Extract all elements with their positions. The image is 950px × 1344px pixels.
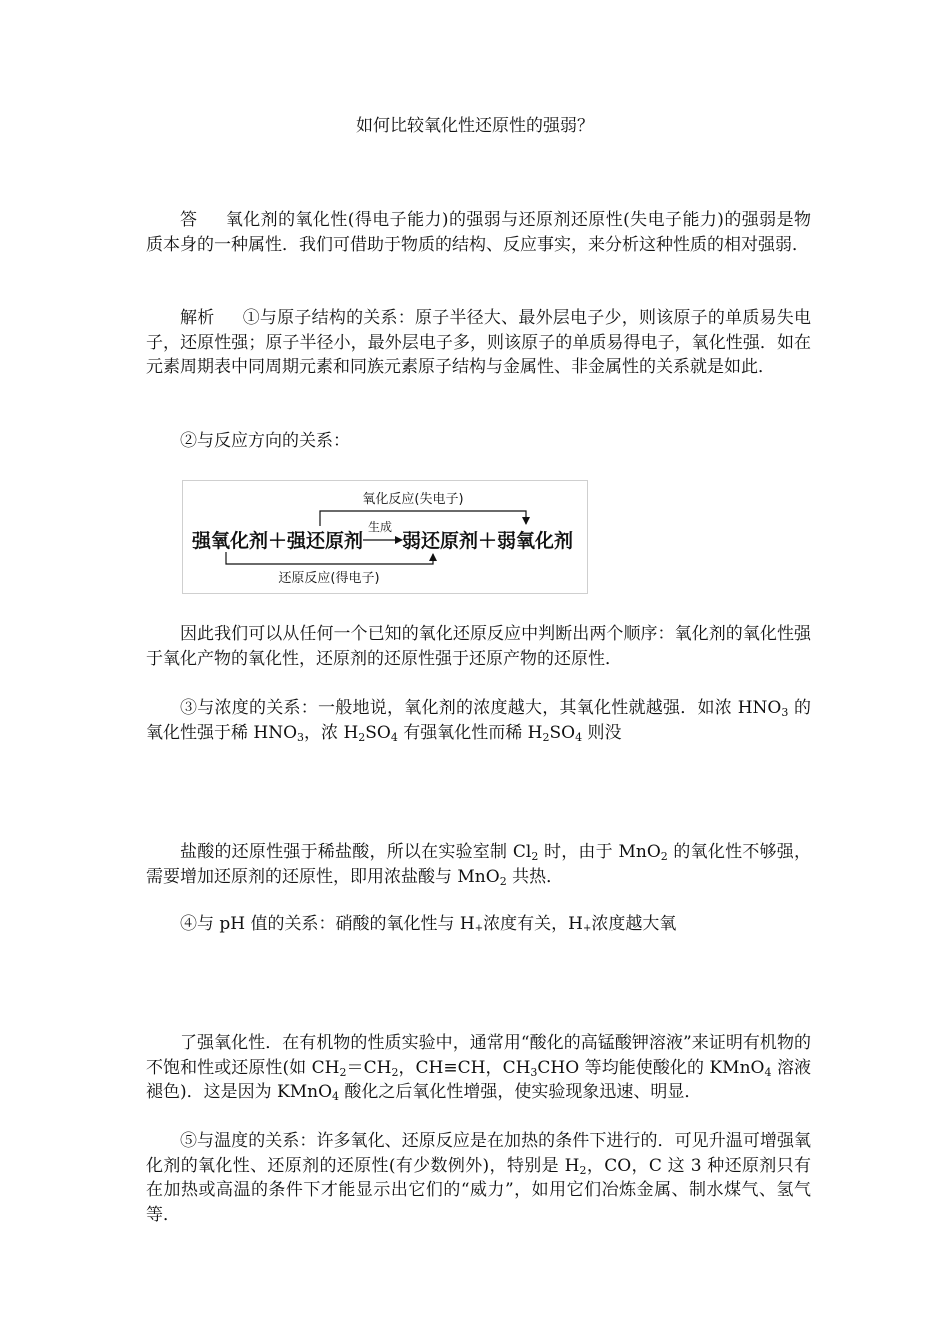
page-title: 如何比较氧化性还原性的强弱？ xyxy=(356,116,594,136)
analysis-label: 解析 xyxy=(180,308,215,328)
answer-label: 答 xyxy=(180,210,198,230)
conclusion-paragraph: 因此我们可以从任何一个已知的氧化还原反应中判断出两个顺序：氧化剂的氧化性强于氧化产物的氧化性，还原剂的还原性强于还原产物的还原性． xyxy=(146,624,811,669)
reactants-text: 强氧化剂＋强还原剂 xyxy=(192,530,364,552)
redox-diagram xyxy=(182,480,588,594)
point2-paragraph: ②与反应方向的关系： xyxy=(180,431,350,451)
reduction-arrow xyxy=(226,552,433,564)
point4-paragraph: ④与 pH 值的关系：硝酸的氧化性与 $H_+$浓度有关，$H_+$浓度越大氧 xyxy=(180,914,677,934)
point4-continued-paragraph: 了强氧化性．在有机物的性质实验中，通常用“酸化的高锰酸钾溶液”来证明有机物的不饱和性或还原性(如 $CH_2=CH_2$，CH≡CH，$CH_3CHO$ 等均能使酸化的 KMnO$_4$ 溶液褪色)．这是因为 KMnO$_4$ 酸化之后氧化性增强，使实验现象迅速、明显． xyxy=(146,1033,811,1104)
point3-paragraph: ③与浓度的关系：一般地说，氧化剂的浓度越大，其氧化性就越强．如浓 $HNO_3$ 的氧化性强于稀 $HNO_3$，浓 $H_2SO_4$ 有强氧化性而稀 $H_2SO_4$ 则没 xyxy=(146,698,811,744)
point5-paragraph: ⑤与温度的关系：许多氧化、还原反应是在加热的条件下进行的．可见升温可增强氧化剂的氧化性、还原剂的还原性(有少数例外)，特别是 $H_2$，CO，C 这 3 种还原剂只有在加热或高温的条件下才能显示出它们的“威力”，如用它们冶炼金属、制水煤气、氢气等． xyxy=(146,1131,811,1225)
answer-paragraph xyxy=(146,208,811,257)
oxidation-arrow xyxy=(320,511,526,526)
analysis-text: ①与原子结构的关系：原子半径大、最外层电子少，则该原子的单质易失电子，还原性强；原子半径小，最外层电子多，则该原子的单质易得电子，氧化性强．如在元素周期表中同周期元素和同族元素原子结构与金属性、非金属性的关系就是如此． xyxy=(146,308,812,378)
products-text: 弱还原剂＋弱氧化剂 xyxy=(402,530,574,552)
reduction-label: 还原反应(得电子) xyxy=(278,571,380,586)
analysis-paragraph xyxy=(146,306,811,380)
arrow-label: 生成 xyxy=(367,520,393,534)
oxidation-label: 氧化反应(失电子) xyxy=(362,492,464,507)
answer-text: 氧化剂的氧化性(得电子能力)的强弱与还原剂还原性(失电子能力)的强弱是物质本身的一种属性．我们可借助于物质的结构、反应事实，来分析这种性质的相对强弱． xyxy=(146,210,812,255)
point3-continued-paragraph: 盐酸的还原性强于稀盐酸，所以在实验室制 $Cl_2$ 时，由于 MnO$_2$ 的氧化性不够强，需要增加还原剂的还原性，即用浓盐酸与 MnO$_2$ 共热． xyxy=(146,842,811,888)
redox-diagram-svg xyxy=(183,481,589,595)
